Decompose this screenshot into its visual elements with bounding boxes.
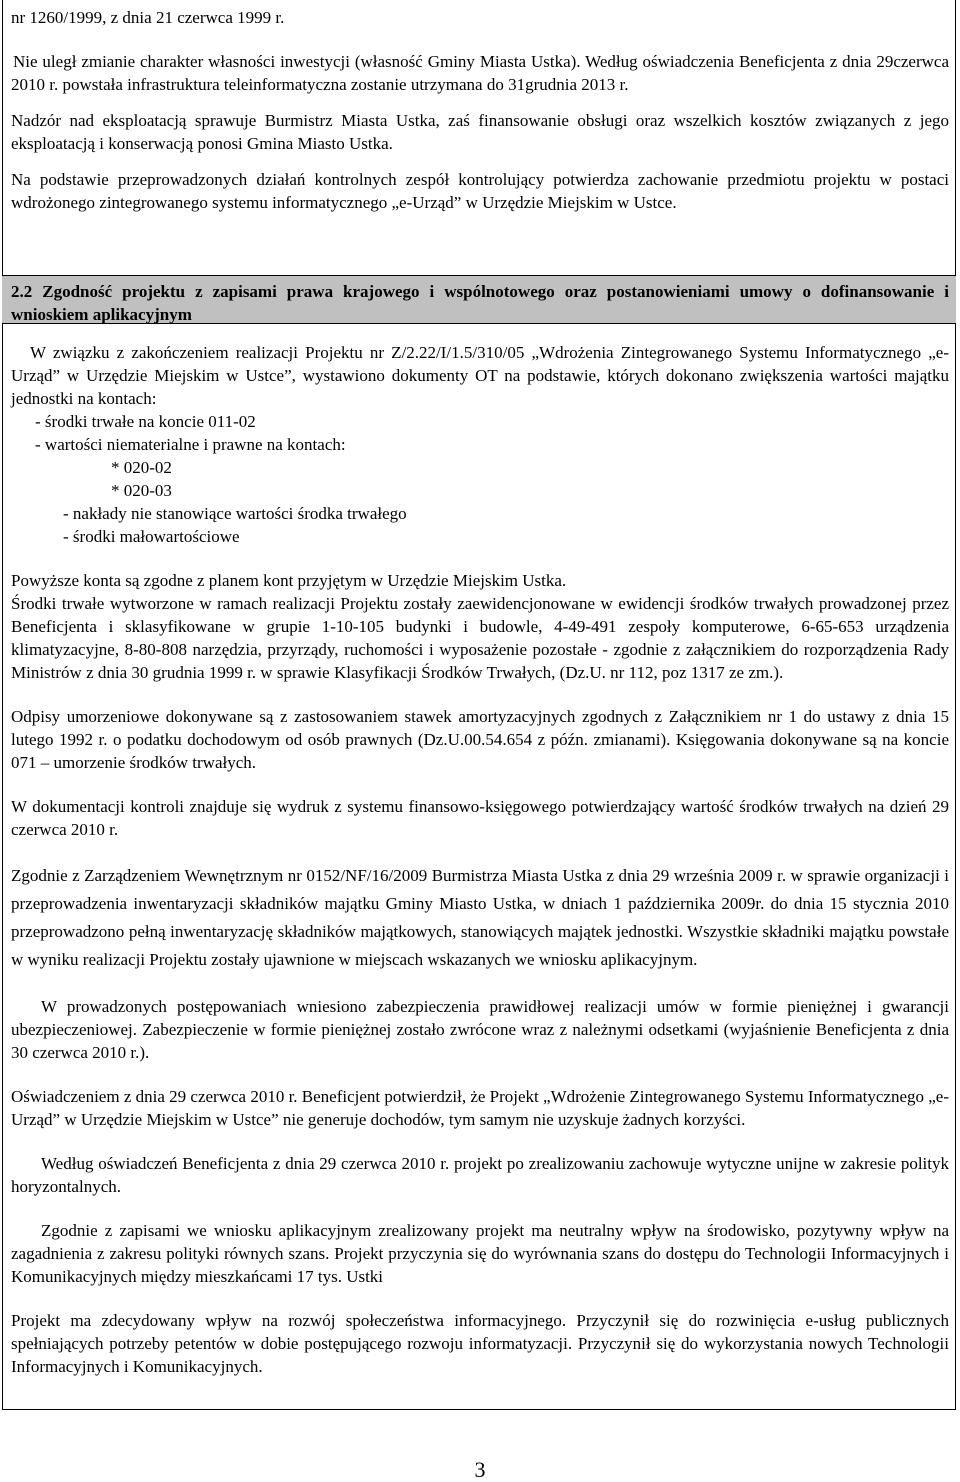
revenue-statement-paragraph: Oświadczeniem z dnia 29 czerwca 2010 r. Beneficjent potwierdził, że Projekt „Wdrożenie Zintegrowanego Systemu Informatycznego „e-Urząd” w Urzędzie Miejskim w Ustce” nie generuje dochodów, tym samym nie uzyskuje żadnych korzyści.: [11, 1087, 949, 1129]
page-number: 3: [474, 1457, 486, 1482]
control-findings-paragraph: Na podstawie przeprowadzonych działań kontrolnych zespół kontrolujący potwierdza zachowanie przedmiotu projektu w postaci wdrożonego zintegrowanego systemu informatycznego „e-Urząd” w Urzędzie Miejskim w Ustce.: [11, 170, 949, 212]
accounts-compliance-paragraph: Powyższe konta są zgodne z planem kont przyjętym w Urzędzie Miejskim Ustka.: [11, 571, 567, 590]
accounts-list: [11, 410, 949, 548]
list-item: * 020-03: [111, 481, 172, 500]
list-item: * 020-02: [111, 458, 172, 477]
ownership-paragraph: Nie uległ zmianie charakter własności inwestycji (własność Gminy Miasta Ustka). Według oświadczenia Beneficjenta z dnia 29czerwca 2010 r. powstała infrastruktura teleinformatyczna zostanie utrzymana do 31grudnia 2013 r.: [11, 52, 949, 94]
guarantees-paragraph: W prowadzonych postępowaniach wniesiono zabezpieczenia prawidłowej realizacji umów w formie pieniężnej i gwarancji ubezpieczeniowej. Zabezpieczenie w formie pieniężnej zostało zwrócone wraz z należnymi odsetkami (wyjaśnienie Beneficjenta z dnia 30 czerwca 2010 r.).: [11, 997, 949, 1062]
list-item: - wartości niematerialne i prawne na kontach:: [35, 435, 346, 454]
section-body: [11, 341, 949, 1378]
documentation-paragraph: W dokumentacji kontroli znajduje się wydruk z systemu finansowo-księgowego potwierdzający wartość środków trwałych na dzień 29 czerwca 2010 r.: [11, 797, 949, 839]
inventory-paragraph: Zgodnie z Zarządzeniem Wewnętrznym nr 0152/NF/16/2009 Burmistrza Miasta Ustka z dnia 29 września 2009 r. w sprawie organizacji i przeprowadzenia inwentaryzacji składników majątku Gminy Miasto Ustka, w dniach 1 października 2009r. do dnia 15 stycznia 2010 przeprowadzono pełną inwentaryzację składników majątkowych, stanowiących majątek jednostki. Wszystkie składniki majątku powstałe w wyniku realizacji Projektu zostały ujawnione w miejscach wskazanych we wniosku aplikacyjnym.: [11, 866, 949, 969]
list-item: - środki małowartościowe: [63, 527, 240, 546]
section-heading: 2.2 Zgodność projektu z zapisami prawa krajowego i wspólnotowego oraz postanowieniami umowy o dofinansowanie i wnioskiem aplikacyjnym: [11, 282, 949, 324]
information-society-paragraph: Projekt ma zdecydowany wpływ na rozwój społeczeństwa informacyjnego. Przyczynił się do rozwinięcia e-usług publicznych spełniających potrzeby petentów w dobie postępującego rozwoju informatyzacji. Przyczynił się do wykorzystania nowych Technologii Informacyjnych i Komunikacyjnych.: [11, 1311, 949, 1376]
depreciation-paragraph: Odpisy umorzeniowe dokonywane są z zastosowaniem stawek amortyzacyjnych zgodnych z Załącznikiem nr 1 do ustawy z dnia 15 lutego 1992 r. o podatku dochodowym od osób prawnych (Dz.U.00.54.654 z późn. zmianami). Księgowania dokonywane są na koncie 071 – umorzenie środków trwałych.: [11, 707, 949, 772]
supervision-paragraph: Nadzór nad eksploatacją sprawuje Burmistrz Miasta Ustka, zaś finansowanie obsługi oraz wszelkich kosztów związanych z jego eksploatacją i konserwacją ponosi Gmina Miasto Ustka.: [11, 111, 949, 153]
list-item: - środki trwałe na koncie 011-02: [35, 412, 256, 431]
horizontal-policies-paragraph: Według oświadczeń Beneficjenta z dnia 29 czerwca 2010 r. projekt po zrealizowaniu zachowuje wytyczne unijne w zakresie polityk horyzontalnych.: [11, 1154, 949, 1196]
intro-reference-line: nr 1260/1999, z dnia 21 czerwca 1999 r.: [11, 8, 285, 27]
intro-block: [11, 6, 949, 214]
equal-opportunity-paragraph: Zgodnie z zapisami we wniosku aplikacyjnym zrealizowany projekt ma neutralny wpływ na środowisko, pozytywny wpływ na zagadnienia z zakresu polityki równych szans. Projekt przyczynia się do wyrównania szans do dostępu do Technologii Informacyjnych i Komunikacyjnych między mieszkańcami 17 tys. Ustki: [11, 1221, 949, 1286]
fixed-assets-paragraph: Środki trwałe wytworzone w ramach realizacji Projektu zostały zaewidencjonowane w ewidencji środków trwałych prowadzonej przez Beneficjenta i sklasyfikowane w grupie 1-10-105 budynki i budowle, 4-49-491 zespoły komputerowe, 6-65-653 urządzenia klimatyzacyjne, 8-80-808 narzędzia, przyrządy, ruchomości i wyposażenie pozostałe - zgodnie z załącznikiem do rozporządzenia Rady Ministrów z dnia 30 grudnia 1999 r. w sprawie Klasyfikacji Środków Trwałych, (Dz.U. nr 112, poz 1317 ze zm.).: [11, 594, 949, 682]
ot-documents-paragraph: W związku z zakończeniem realizacji Projektu nr Z/2.22/I/1.5/310/05 „Wdrożenia Zintegrowanego Systemu Informatycznego „e-Urząd” w Urzędzie Miejskim w Ustce”, wystawiono dokumenty OT na podstawie, których dokonano zwiększenia wartości majątku jednostki na kontach:: [11, 343, 949, 408]
list-item: - nakłady nie stanowiące wartości środka trwałego: [63, 504, 407, 523]
